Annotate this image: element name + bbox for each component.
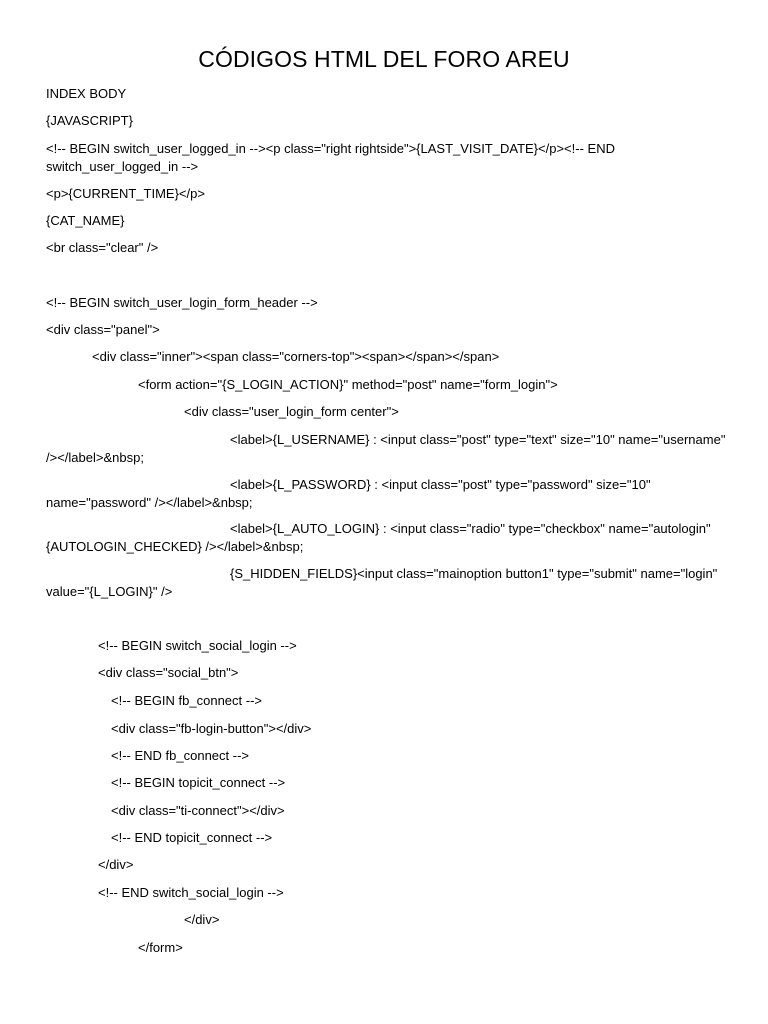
text-line: <label>{L_AUTO_LOGIN} : <input class="radio" type="checkbox" name="autologin" {AUTOLOGIN_CHECKED} /></label>&nbsp; [46, 521, 715, 554]
text-line: </form> [138, 940, 183, 955]
text-line: <div class="inner"><span class="corners-top"><span></span></span> [92, 349, 500, 364]
text-line: <div class="user_login_form center"> [184, 404, 399, 419]
text-line: <!-- BEGIN switch_user_logged_in --><p class="right rightside">{LAST_VISIT_DATE}</p><!-- END switch_user_logged_in --> [46, 141, 619, 174]
text-line: <!-- BEGIN switch_social_login --> [98, 638, 297, 653]
text-line: <!-- END fb_connect --> [111, 748, 249, 763]
text-line: <p>{CURRENT_TIME}</p> [46, 186, 205, 201]
text-line: </div> [98, 857, 134, 872]
text-line: <label>{L_USERNAME} : <input class="post" type="text" size="10" name="username" /></label>&nbsp; [46, 432, 730, 465]
text-line: <br class="clear" /> [46, 240, 159, 255]
text-line: {CAT_NAME} [46, 213, 125, 228]
text-line: <form action="{S_LOGIN_ACTION}" method="post" name="form_login"> [138, 377, 558, 392]
text-line: <!-- END switch_social_login --> [98, 885, 284, 900]
text-line: <div class="panel"> [46, 322, 160, 337]
text-line: <!-- END topicit_connect --> [111, 830, 273, 845]
text-line: <div class="ti-connect"></div> [111, 803, 285, 818]
text-line: INDEX BODY [46, 86, 127, 101]
text-line: </div> [184, 912, 220, 927]
text-line: <div class="fb-login-button"></div> [111, 721, 312, 736]
text-line: {S_HIDDEN_FIELDS}<input class="mainoption button1" type="submit" name="login" value="{L_LOGIN}" /> [46, 566, 721, 599]
text-line: <label>{L_PASSWORD} : <input class="post" type="password" size="10" name="password" /></label>&nbsp; [46, 477, 655, 510]
text-line: <!-- BEGIN topicit_connect --> [111, 775, 286, 790]
text-line: {JAVASCRIPT} [46, 113, 133, 128]
text-line: <div class="social_btn"> [98, 665, 239, 680]
text-line: <!-- BEGIN fb_connect --> [111, 693, 263, 708]
text-line: <!-- BEGIN switch_user_login_form_header --> [46, 295, 318, 310]
document-title: CÓDIGOS HTML DEL FORO AREU [198, 46, 570, 72]
